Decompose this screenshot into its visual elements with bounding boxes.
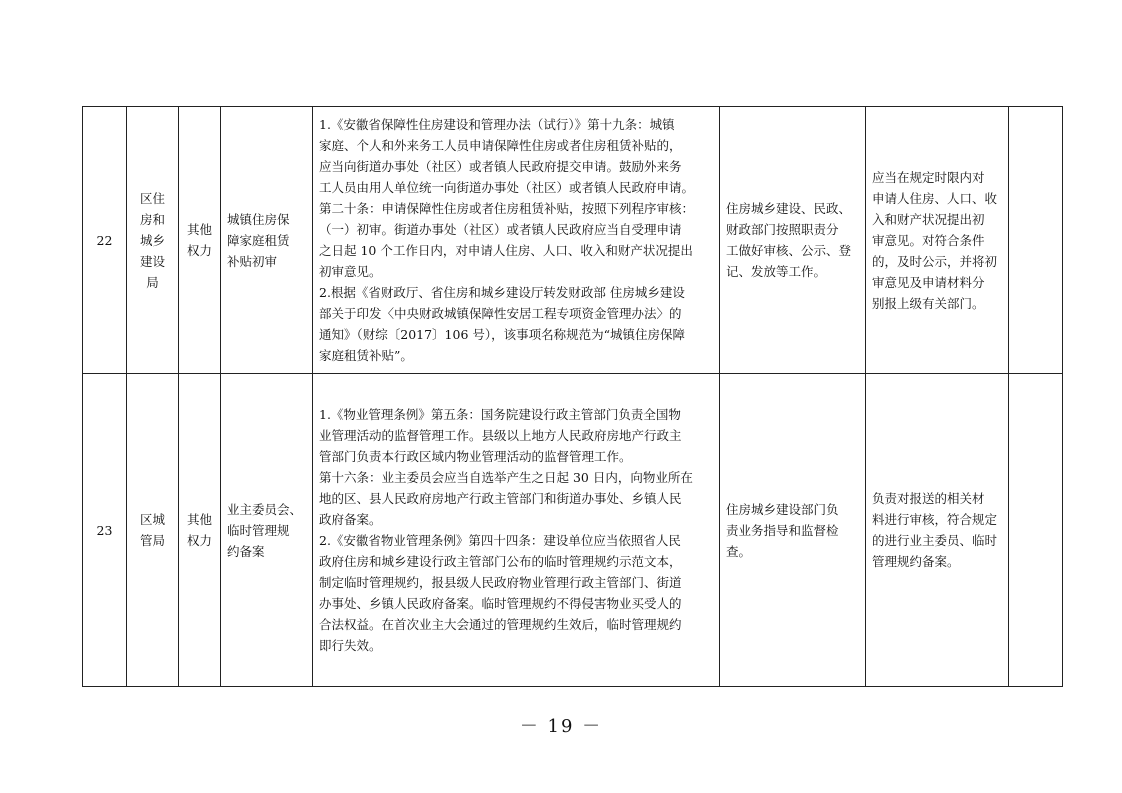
responsibility-cell: 住房城乡建设、民政、 财政部门按照职责分 工做好审核、公示、登 记、发放等工作。	[720, 107, 866, 374]
department-cell: 区住 房和 城乡 建设 局	[127, 107, 179, 374]
page-number: － 19 －	[519, 716, 603, 737]
item-name-cell: 业主委员会、 临时管理规 约备案	[221, 374, 313, 687]
duty-cell: 应当在规定时限内对 申请人住房、人口、收 入和财产状况提出初 审意见。对符合条件 的，及时公示，并将初 审意见及申请材料分 别报上级有关部门。	[866, 107, 1009, 374]
remark-cell	[1009, 107, 1063, 374]
row-number: 22	[83, 107, 127, 374]
remark-cell	[1009, 374, 1063, 687]
department-cell: 区城 管局	[127, 374, 179, 687]
power-type-cell: 其他 权力	[179, 107, 221, 374]
responsibility-cell: 住房城乡建设部门负 责业务指导和监督检 查。	[720, 374, 866, 687]
legal-basis-cell: 1.《安徽省保障性住房建设和管理办法（试行）》第十九条：城镇 家庭、个人和外来务工人员申请保障性住房或者住房租赁补贴的， 应当向街道办事处（社区）或者镇人民政府提交申请。鼓励外来务 工人员由用人单位统一向街道办事处（社区）或者镇人民政府申请。 第二十条：申请保障性住房或者住房租赁补贴，按照下列程序审核： （一）初审。街道办事处（社区）或者镇人民政府应当自受理申请 之日起 10 个工作日内，对申请人住房、人口、收入和财产状况提出 初审意见。 2.根据《省财政厅、省住房和城乡建设厅转发财政部 住房城乡建设 部关于印发〈中央财政城镇保障性安居工程专项资金管理办法〉的 通知》（财综〔2017〕106 号），该事项名称规范为“城镇住房保障 家庭租赁补贴”。	[313, 107, 720, 374]
row-number: 23	[83, 374, 127, 687]
item-name-cell: 城镇住房保 障家庭租赁 补贴初审	[221, 107, 313, 374]
table-row	[83, 107, 1063, 374]
authority-table	[82, 106, 1063, 687]
power-type-cell: 其他 权力	[179, 374, 221, 687]
duty-cell: 负责对报送的相关材 料进行审核，符合规定 的进行业主委员、临时 管理规约备案。	[866, 374, 1009, 687]
table-row	[83, 374, 1063, 687]
legal-basis-cell: 1.《物业管理条例》第五条：国务院建设行政主管部门负责全国物 业管理活动的监督管理工作。县级以上地方人民政府房地产行政主 管部门负责本行政区域内物业管理活动的监督管理工作。 第十六条：业主委员会应当自选举产生之日起 30 日内，向物业所在 地的区、县人民政府房地产行政主管部门和街道办事处、乡镇人民 政府备案。 2.《安徽省物业管理条例》第四十四条：建设单位应当依照省人民 政府住房和城乡建设行政主管部门公布的临时管理规约示范文本， 制定临时管理规约，报县级人民政府物业管理行政主管部门、街道 办事处、乡镇人民政府备案。临时管理规约不得侵害物业买受人的 合法权益。在首次业主大会通过的管理规约生效后，临时管理规约 即行失效。	[313, 374, 720, 687]
